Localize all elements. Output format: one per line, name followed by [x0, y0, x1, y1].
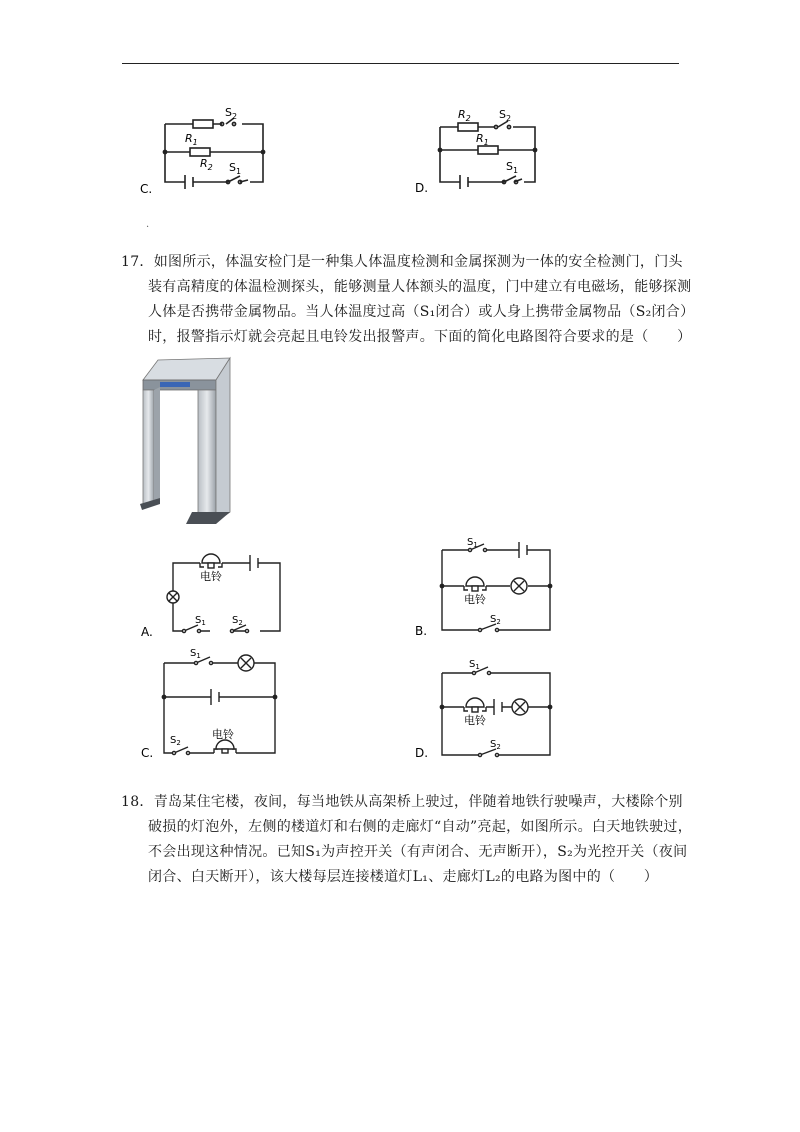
q16-option-d-circuit	[410, 100, 550, 195]
q18-line-2: 破损的灯泡外，左侧的楼道灯和右侧的走廊灯“自动”亮起，如图所示。白天地铁驶过，	[148, 819, 693, 835]
q17d-s2-label: $S_2$	[490, 739, 501, 751]
q17d-s1-label: $S_1$	[469, 659, 480, 671]
q17a-s2-label: $S_2$	[232, 615, 243, 627]
q17b-option-label: B.	[415, 624, 428, 637]
header-rule	[122, 63, 679, 64]
q16d-s2-label: $S_2$	[499, 108, 512, 123]
q16c-option-label: C.	[140, 182, 153, 195]
q17a-bell-label: 电铃	[200, 570, 222, 583]
q17c-bell-label: 电铃	[212, 728, 234, 741]
q17d-option-label: D.	[415, 746, 429, 760]
q17-option-c-circuit	[138, 643, 288, 763]
q16c-r1-label: $R_1$	[185, 132, 198, 147]
q17-option-b-circuit	[412, 535, 562, 637]
q16c-r2-label: $R_2$	[200, 157, 213, 172]
q16c-s2-label: $S_2$	[225, 106, 238, 121]
q17b-s1-label: $S_1$	[467, 537, 478, 549]
q16c-s1-label: $S_1$	[229, 161, 242, 176]
q16d-s1-label: $S_1$	[506, 160, 519, 175]
q16d-option-label: D.	[415, 181, 429, 195]
q18-line-4: 闭合、白天断开），该大楼每层连接楼道灯L₁、走廊灯L₂的电路为图中的（ ）	[148, 869, 659, 885]
q16-option-c-circuit	[130, 100, 280, 195]
q18-line-3: 不会出现这种情况。已知S₁为声控开关（有声闭合、无声断开），S₂为光控开关（夜间	[148, 844, 688, 860]
q17-line-3: 人体是否携带金属物品。当人体温度过高（S₁闭合）或人身上携带金属物品（S₂闭合）	[148, 304, 695, 320]
q17b-bell-label: 电铃	[464, 593, 486, 606]
q17-line-4: 时，报警指示灯就会亮起且电铃发出报警声。下面的简化电路图符合要求的是（ ）	[148, 329, 692, 345]
q16d-r2-label: $R_2$	[458, 108, 471, 123]
q17b-s2-label: $S_2$	[490, 614, 501, 626]
q17c-s1-label: $S_1$	[190, 648, 201, 660]
q17c-s2-label: $S_2$	[170, 735, 181, 747]
q17a-option-label: A.	[141, 625, 153, 638]
gate-display-strip	[160, 382, 190, 387]
q17c-option-label: C.	[141, 746, 154, 760]
q17-option-d-circuit	[412, 655, 562, 763]
q17a-s1-label: $S_1$	[195, 615, 206, 627]
q16d-r1-label: $R_1$	[476, 132, 489, 147]
q18-line-1: 18．青岛某住宅楼，夜间，每当地铁从高架桥上驶过，伴随着地铁行驶噪声，大楼除个别	[121, 794, 683, 810]
security-gate-image	[138, 352, 238, 532]
q17-option-a-circuit	[138, 543, 288, 638]
margin-dot: ·	[146, 222, 150, 233]
q17-line-1: 17．如图所示，体温安检门是一种集人体温度检测和金属探测为一体的安全检测门，门头	[121, 254, 683, 270]
q17-line-2: 装有高精度的体温检测探头，能够测量人体额头的温度，门中建立有电磁场，能够探测	[148, 279, 692, 295]
q17d-bell-label: 电铃	[464, 714, 486, 727]
